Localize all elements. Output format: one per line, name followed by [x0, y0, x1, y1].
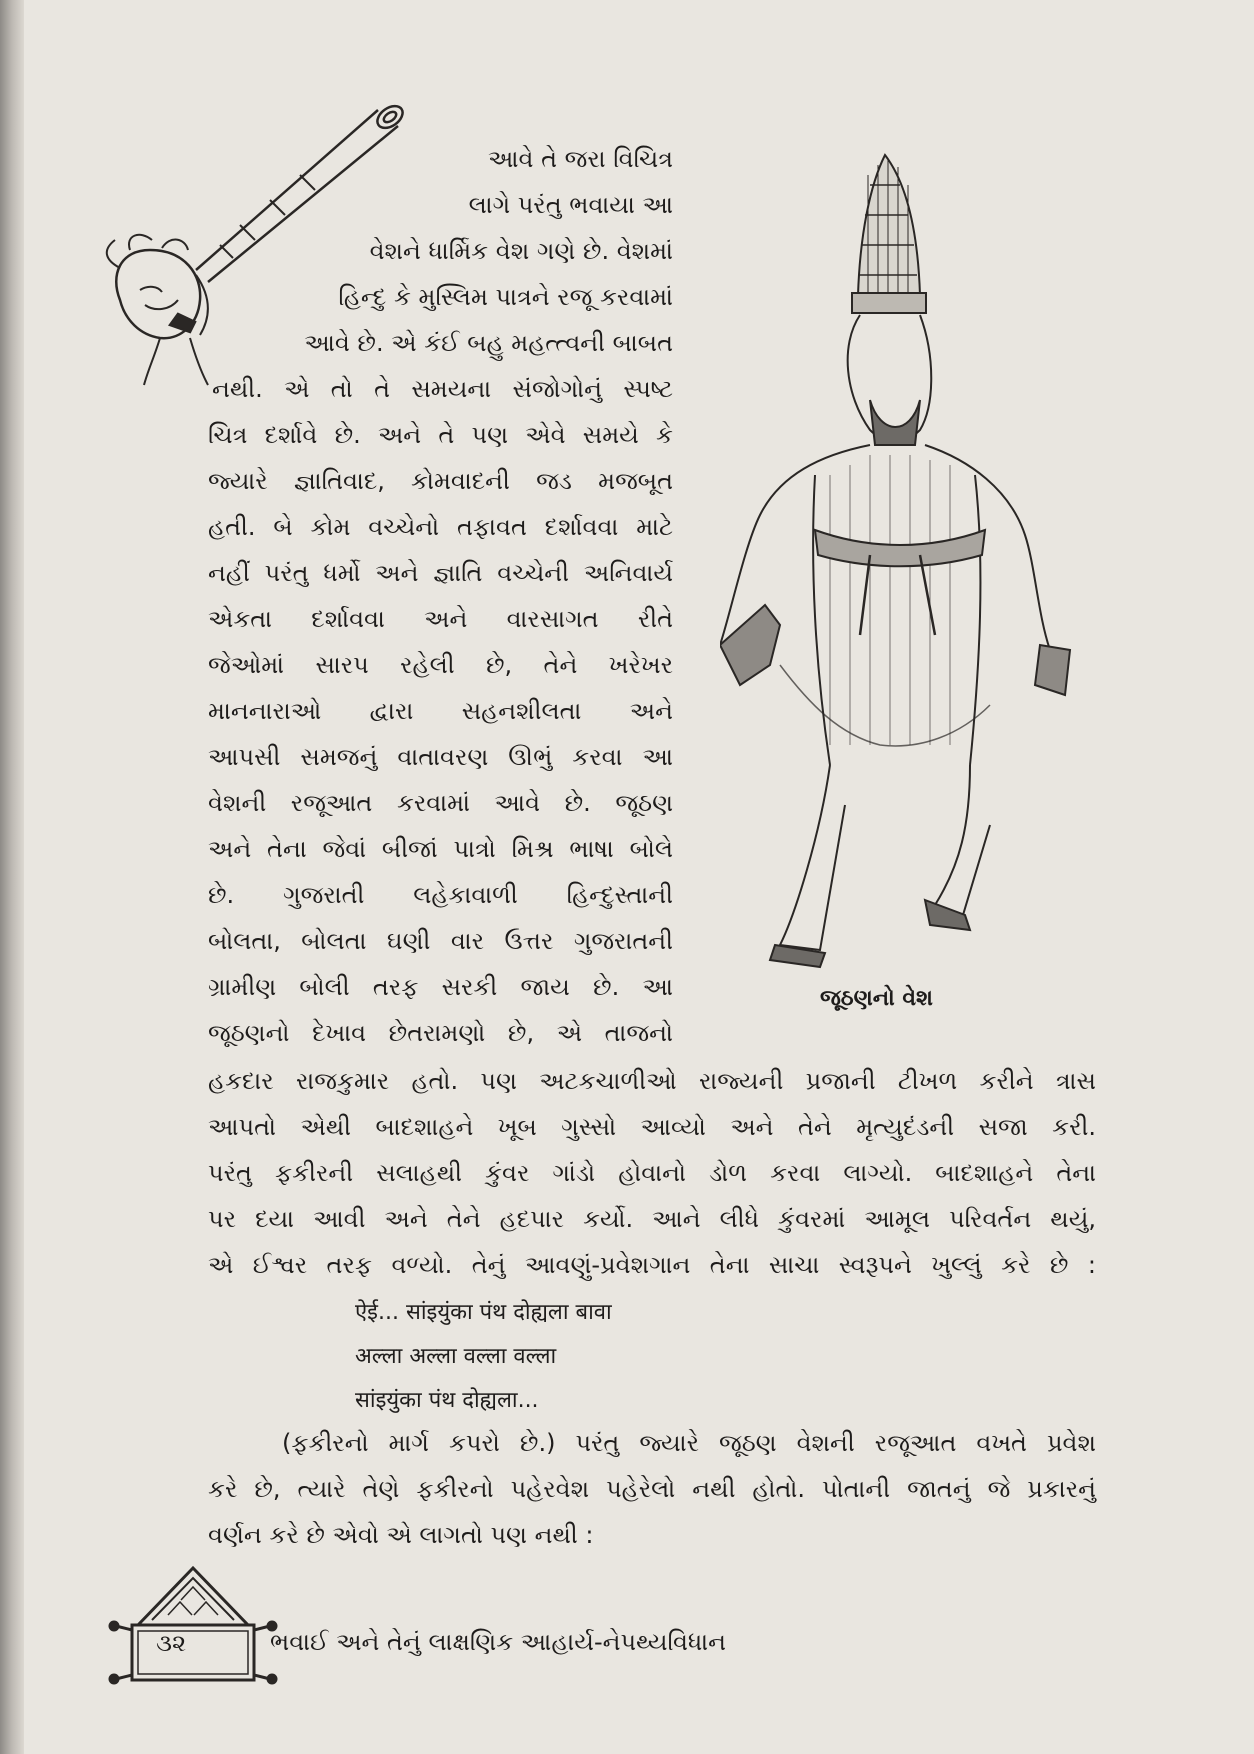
book-title: ભવાઈ અને તેનું લાક્ષણિક આહાર્ય-નેપથ્યવિધાન: [270, 1628, 727, 1656]
text-line: હકદાર રાજકુમાર હતો. પણ અટકચાળીઓ રાજ્યની પ્રજાની ટીખળ કરીને ત્રાસ: [208, 1067, 1096, 1095]
text-line: જ્યારે જ્ઞાતિવાદ, કોમવાદની જડ મજબૂત: [208, 467, 673, 495]
text-line: કરે છે, ત્યારે તેણે ફકીરનો પહેરવેશ પહેરેલો નથી હોતો. પોતાની જાતનું જે પ્રકારનું: [208, 1475, 1096, 1503]
text-line: હિન્દુ કે મુસ્લિમ પાત્રને રજૂ કરવામાં: [338, 283, 673, 311]
text-line: (ફકીરનો માર્ગ કપરો છે.) પરંતુ જ્યારે જૂઠણ વેશની રજૂઆત વખતે પ્રવેશ: [282, 1429, 1096, 1457]
text-line: આપસી સમજનું વાતાવરણ ઊભું કરવા આ: [208, 743, 673, 771]
text-line: આપતો એથી બાદશાહને ખૂબ ગુસ્સો આવ્યો અને તેને મૃત્યુદંડની સજા કરી.: [208, 1113, 1096, 1141]
text-line: માનનારાઓ દ્વારા સહનશીલતા અને: [208, 697, 673, 725]
text-line: ગ્રામીણ બોલી તરફ સરકી જાય છે. આ: [208, 973, 673, 1001]
page-edge: [0, 0, 24, 1754]
text-line: અને તેના જેવાં બીજાં પાત્રો મિશ્ર ભાષા બોલે: [208, 835, 673, 863]
text-line: પરંતુ ફકીરની સલાહથી કુંવર ગાંડો હોવાનો ડોળ કરવા લાગ્યો. બાદશાહને તેના: [208, 1159, 1096, 1187]
footer-ornament: [108, 1560, 278, 1695]
text-line: ચિત્ર દર્શાવે છે. અને તે પણ એવે સમયે કે: [208, 421, 673, 449]
poem-line: ऐई... सांइयुंका पंथ दोह्यला बावा: [355, 1300, 612, 1325]
page-number: ૩૨: [156, 1629, 187, 1657]
text-line: વર્ણન કરે છે એવો એ લાગતો પણ નથી :: [208, 1521, 594, 1549]
text-line: વેશની રજૂઆત કરવામાં આવે છે. જૂઠણ: [208, 789, 673, 817]
text-line: આવે છે. એ કંઈ બહુ મહત્ત્વની બાબત: [304, 329, 673, 357]
text-line: જેઓમાં સારપ રહેલી છે, તેને ખરેખર: [208, 651, 673, 679]
text-line: પર દયા આવી અને તેને હદપાર કર્યો. આને લીધે કુંવરમાં આમૂલ પરિવર્તન થયું,: [208, 1205, 1096, 1233]
text-line: જૂઠણનો દેખાવ છેતરામણો છે, એ તાજનો: [208, 1019, 673, 1047]
text-line: છે. ગુજરાતી લહેકાવાળી હિન્દુસ્તાની: [208, 881, 673, 909]
text-line: બોલતા, બોલતા ઘણી વાર ઉત્તર ગુજરાતની: [208, 927, 673, 955]
juthan-costume-illustration: [720, 145, 1100, 975]
poem-line: सांइयुंका पंथ दोह्यला...: [355, 1388, 539, 1413]
text-line: લાગે પરંતુ ભવાયા આ: [468, 191, 673, 219]
text-line: એ ઈશ્વર તરફ વળ્યો. તેનું આવણું-પ્રવેશગાન તેના સાચા સ્વરૂપને ખુલ્લું કરે છે :: [208, 1251, 1096, 1279]
text-line: હતી. બે કોમ વચ્ચેનો તફાવત દર્શાવવા માટે: [208, 513, 673, 541]
poem-line: अल्ला अल्ला वल्ला वल्ला: [355, 1344, 557, 1369]
text-line: એકતા દર્શાવવા અને વારસાગત રીતે: [208, 605, 673, 633]
illustration-caption: જૂઠણનો વેશ: [820, 986, 934, 1011]
text-line: નહીં પરંતુ ધર્મો અને જ્ઞાતિ વચ્ચેની અનિવાર્ય: [208, 559, 673, 587]
text-line: વેશને ધાર્મિક વેશ ગણે છે. વેશમાં: [369, 237, 673, 265]
text-line: નથી. એ તો તે સમયના સંજોગોનું સ્પષ્ટ: [212, 375, 673, 403]
text-line: આવે તે જરા વિચિત્ર: [487, 145, 673, 173]
